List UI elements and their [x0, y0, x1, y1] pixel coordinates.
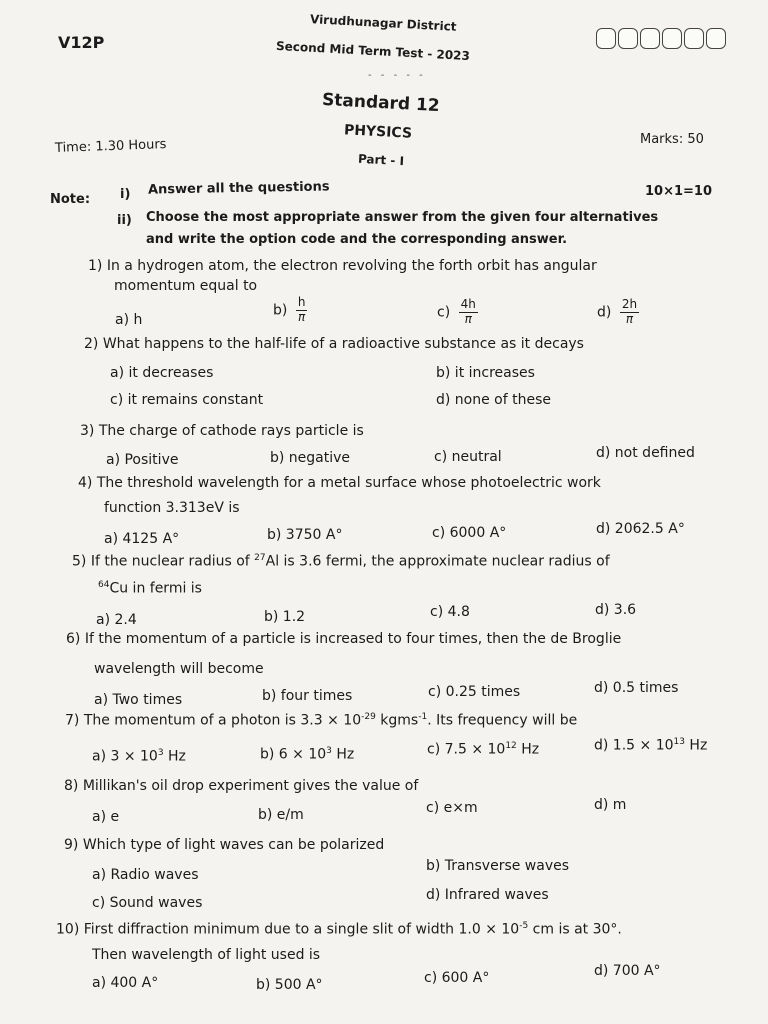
- option-c: c) 4.8: [430, 604, 470, 620]
- option-text: b) 6 × 10: [260, 746, 327, 763]
- option-d: [597, 298, 639, 327]
- option-d: d) Infrared waves: [426, 887, 549, 903]
- note-instruction: and write the option code and the corresponding answer.: [146, 232, 568, 247]
- question-text-part: 10) First diffraction minimum due to a single slit of width 1.0 × 10: [56, 921, 520, 938]
- mass-number: 27: [254, 553, 266, 563]
- note-item-number: i): [120, 187, 131, 202]
- paper-code: V12P: [58, 33, 105, 52]
- register-box: [706, 28, 726, 49]
- option-a: a) h: [115, 312, 143, 328]
- exponent: 13: [673, 737, 685, 747]
- question-text: momentum equal to: [114, 278, 258, 294]
- register-box: [684, 28, 704, 49]
- option-c: [427, 741, 539, 758]
- option-d: d) not defined: [596, 445, 695, 461]
- option-a: a) Positive: [106, 452, 179, 468]
- option-a: a) it decreases: [110, 365, 214, 381]
- fraction-numerator: 4h: [460, 297, 476, 311]
- option-c: c) 6000 A°: [432, 525, 507, 541]
- question-text: function 3.313eV is: [104, 500, 240, 516]
- option-d: d) none of these: [436, 392, 552, 408]
- option-b: b) it increases: [436, 365, 535, 381]
- option-c: [437, 298, 478, 327]
- option-c: c) 600 A°: [424, 970, 490, 986]
- option-b: b) e/m: [258, 807, 304, 823]
- exponent: 3: [157, 748, 164, 758]
- option-b: b) negative: [270, 450, 351, 466]
- question-text: 6) If the momentum of a particle is increased to four times, then the de Broglie: [66, 631, 622, 647]
- question-text: 8) Millikan's oil drop experiment gives the value of: [64, 778, 419, 794]
- note-instruction: Choose the most appropriate answer from the given four alternatives: [146, 210, 659, 225]
- question-text-part: 5) If the nuclear radius of: [72, 553, 255, 570]
- option-c: c) Sound waves: [92, 895, 203, 911]
- option-b: b) four times: [262, 688, 353, 704]
- question-text: 1) In a hydrogen atom, the electron revolving the forth orbit has angular: [88, 258, 597, 274]
- register-box: [596, 28, 616, 49]
- option-d: d) 2062.5 A°: [596, 521, 685, 537]
- question-text-part: cm is at 30°.: [528, 921, 622, 938]
- option-a: a) 2.4: [96, 612, 137, 628]
- question-text-part: Cu in fermi is: [109, 580, 202, 597]
- register-box: [640, 28, 660, 49]
- option-d: d) 3.6: [595, 602, 637, 618]
- fraction: [296, 296, 308, 325]
- note-item-number: ii): [117, 213, 132, 228]
- question-text: [56, 921, 622, 938]
- exponent: 12: [505, 741, 517, 751]
- time-info: Time: 1.30 Hours: [54, 137, 167, 156]
- fraction-denominator: π: [298, 309, 306, 324]
- option-label: b): [273, 302, 288, 319]
- register-number-boxes: [596, 28, 726, 49]
- score-scheme: 10×1=10: [645, 184, 713, 199]
- question-text-part: kgms: [375, 712, 419, 729]
- option-b: b) 3750 A°: [267, 527, 343, 543]
- question-text: [72, 553, 610, 570]
- option-b: [260, 746, 354, 763]
- option-b: b) 500 A°: [256, 977, 323, 993]
- note-label: Note:: [50, 192, 91, 207]
- fraction-denominator: π: [464, 311, 472, 326]
- option-a: a) 4125 A°: [104, 531, 180, 547]
- option-text: Hz: [684, 737, 708, 754]
- test-title: Second Mid Term Test - 2023: [275, 38, 471, 64]
- option-d: d) 700 A°: [594, 963, 661, 979]
- question-text-part: . Its frequency will be: [427, 712, 578, 729]
- option-text: Hz: [516, 741, 540, 758]
- question-text: [65, 712, 577, 729]
- subject-title: PHYSICS: [343, 122, 413, 142]
- note-instruction: Answer all the questions: [147, 179, 330, 198]
- option-d: [594, 737, 707, 754]
- question-text: wavelength will become: [94, 661, 264, 677]
- option-a: [92, 748, 186, 765]
- option-c: c) neutral: [434, 449, 502, 465]
- option-b: b) Transverse waves: [426, 858, 570, 874]
- fraction-numerator: h: [297, 295, 306, 309]
- option-d: d) m: [594, 797, 627, 813]
- mass-number: 64: [98, 580, 110, 590]
- fraction-denominator: π: [625, 311, 634, 326]
- exponent: -5: [519, 921, 529, 931]
- question-text-part: 7) The momentum of a photon is 3.3 × 10: [65, 712, 362, 729]
- option-a: a) Two times: [94, 692, 183, 708]
- option-d: d) 0.5 times: [594, 680, 679, 696]
- part-title: Part - I: [357, 151, 405, 169]
- option-b: [273, 296, 307, 325]
- question-text: 2) What happens to the half-life of a radioactive substance as it decays: [84, 336, 584, 352]
- option-a: a) 400 A°: [92, 975, 159, 991]
- register-box: [662, 28, 682, 49]
- fraction: [620, 298, 639, 327]
- register-box: [618, 28, 638, 49]
- option-text: Hz: [163, 748, 186, 765]
- option-c: c) e×m: [426, 800, 478, 816]
- option-text: d) 1.5 × 10: [594, 737, 674, 754]
- header-divider: - - - - -: [368, 70, 426, 81]
- question-text: 9) Which type of light waves can be polarized: [64, 837, 385, 853]
- fraction-numerator: 2h: [621, 297, 638, 311]
- option-text: a) 3 × 10: [92, 748, 158, 765]
- district-title: Virudhunagar District: [309, 12, 457, 34]
- standard-title: Standard 12: [321, 89, 441, 117]
- option-a: a) Radio waves: [92, 867, 199, 883]
- exponent: 3: [326, 746, 332, 756]
- option-c: c) 0.25 times: [428, 684, 521, 700]
- option-text: Hz: [331, 746, 355, 763]
- question-text-part: Al is 3.6 fermi, the approximate nuclear radius of: [265, 553, 610, 570]
- option-label: d): [597, 304, 612, 321]
- question-text: 4) The threshold wavelength for a metal surface whose photoelectric work: [78, 475, 601, 491]
- exponent: -29: [361, 712, 376, 722]
- option-b: b) 1.2: [264, 609, 306, 625]
- option-a: a) e: [92, 809, 120, 825]
- fraction: [459, 298, 478, 327]
- question-text: Then wavelength of light used is: [92, 947, 321, 963]
- exponent: -1: [418, 712, 428, 722]
- question-text: 3) The charge of cathode rays particle is: [80, 423, 364, 439]
- option-c: c) it remains constant: [110, 392, 264, 408]
- option-label: c): [437, 304, 451, 321]
- marks-info: Marks: 50: [640, 132, 704, 147]
- option-text: c) 7.5 × 10: [427, 741, 506, 758]
- question-text: [98, 580, 202, 597]
